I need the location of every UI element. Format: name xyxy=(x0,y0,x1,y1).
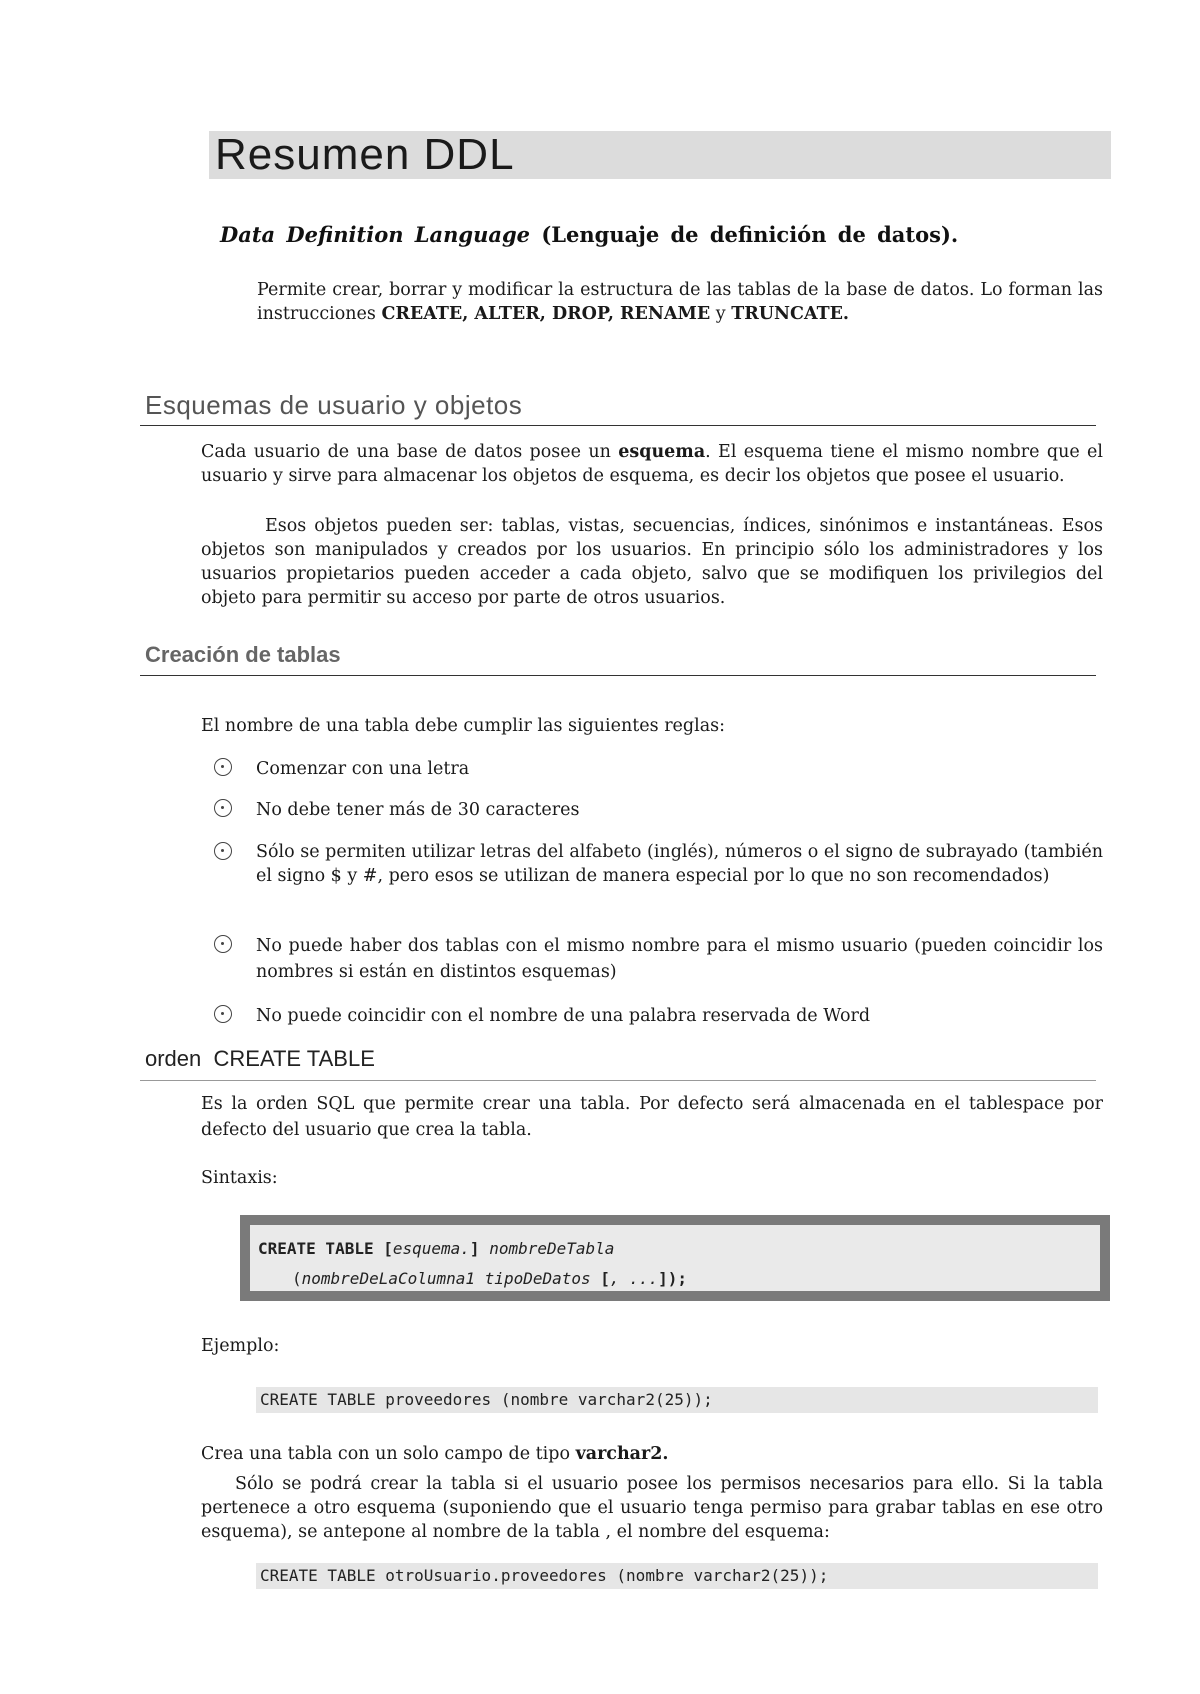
intro-paragraph xyxy=(257,278,1103,326)
create-table-description: Es la orden SQL que permite crear una tabla. Por defecto será almacenada en el tablespace por defecto del usuario que crea la tabla. xyxy=(201,1094,1103,1140)
rule-creacion xyxy=(140,675,1096,676)
example-note xyxy=(201,1442,1103,1466)
esquemas-paragraph-1 xyxy=(201,440,1103,488)
intro-text: Permite crear, borrar y modificar la estructura de las tablas de la base de datos. Lo forman las instrucciones xyxy=(257,280,1103,324)
esquemas-p1-bold: esquema xyxy=(618,442,706,462)
syntax-label: Sintaxis: xyxy=(201,1168,278,1188)
syntax-column: nombreDeLaColumna1 xyxy=(301,1269,476,1288)
syntax-tail-open: [ xyxy=(590,1269,610,1288)
example-code: CREATE TABLE proveedores (nombre varchar2(25)); xyxy=(256,1387,1098,1413)
heading-create-table: orden CREATE TABLE xyxy=(145,1046,375,1071)
syntax-box xyxy=(240,1215,1110,1301)
esquemas-p1-post: . El esquema tiene el mismo nombre que el usuario y sirve para almacenar los objetos de esquema, es decir los objetos que posee el usuario. xyxy=(201,442,1103,486)
example-label: Ejemplo: xyxy=(201,1336,280,1356)
subtitle xyxy=(220,222,958,247)
rule-item-4: No puede haber dos tablas con el mismo nombre para el mismo usuario (pueden coincidir los nombres si están en distintos esquemas) xyxy=(256,936,1103,982)
heading-esquemas: Esquemas de usuario y objetos xyxy=(145,390,523,420)
intro-keywords: CREATE, ALTER, DROP, RENAME xyxy=(381,304,711,324)
syntax-bracket-close: ] xyxy=(469,1239,490,1258)
subtitle-rest: (Lenguaje de definición de datos). xyxy=(541,222,959,247)
syntax-line-1 xyxy=(258,1239,614,1258)
syntax-paren-open: ( xyxy=(292,1269,302,1288)
rule-create-table xyxy=(140,1080,1096,1081)
intro-last-keyword: TRUNCATE. xyxy=(731,304,850,324)
syntax-type: tipoDeDatos xyxy=(484,1269,591,1288)
syntax-tail-close: ]); xyxy=(658,1269,687,1288)
heading-creacion: Creación de tablas xyxy=(145,642,341,667)
rule-item-2: No debe tener más de 30 caracteres xyxy=(256,800,580,820)
rule-esquemas xyxy=(140,425,1096,426)
example-code-2: CREATE TABLE otroUsuario.proveedores (nombre varchar2(25)); xyxy=(256,1563,1098,1589)
esquemas-paragraph-2: Esos objetos pueden ser: tablas, vistas, secuencias, índices, sinónimos e instantáneas. Esos objetos son manipulados y creados por los usuarios. En principio sólo los administradores y los usuarios propietarios pueden acceder a cada objeto, salvo que se modifiquen los privilegios del objeto para permitir su acceso por parte de otros usuarios. xyxy=(201,516,1103,608)
bullet-icon xyxy=(214,758,232,776)
bullet-icon xyxy=(214,842,232,860)
syntax-space xyxy=(475,1269,485,1288)
permissions-paragraph: Sólo se podrá crear la tabla si el usuario posee los permisos necesarios para ello. Si la tabla pertenece a otro esquema (suponiendo que el usuario tenga permiso para grabar tablas en ese otro esquema), se antepone al nombre de la tabla , el nombre del esquema: xyxy=(201,1474,1103,1542)
page-title: Resumen DDL xyxy=(215,130,515,179)
rule-item-5: No puede coincidir con el nombre de una palabra reservada de Word xyxy=(256,1006,871,1026)
rule-item-1: Comenzar con una letra xyxy=(256,759,470,779)
esquemas-p1-pre: Cada usuario de una base de datos posee un xyxy=(201,442,619,462)
bullet-icon xyxy=(214,1005,232,1023)
example-note-bold: varchar2. xyxy=(575,1444,669,1464)
rule-item-3: Sólo se permiten utilizar letras del alfabeto (inglés), números o el signo de subrayado (también el signo $ y #, pero esos se utilizan de manera especial por lo que no son recomendados) xyxy=(256,842,1103,886)
rules-intro: El nombre de una tabla debe cumplir las siguientes reglas: xyxy=(201,716,726,736)
syntax-bracket-open: [ xyxy=(373,1239,393,1258)
syntax-schema: esquema. xyxy=(392,1239,470,1258)
bullet-icon xyxy=(214,799,232,817)
example-note-text: Crea una tabla con un solo campo de tipo xyxy=(201,1444,576,1464)
syntax-line-2 xyxy=(292,1269,687,1288)
subtitle-italic: Data Definition Language xyxy=(220,222,531,247)
bullet-icon xyxy=(214,935,232,953)
intro-conj: y xyxy=(710,304,732,324)
syntax-table-name: nombreDeTabla xyxy=(489,1239,615,1258)
syntax-etc: , ... xyxy=(609,1269,659,1288)
syntax-keyword: CREATE TABLE xyxy=(258,1239,374,1258)
